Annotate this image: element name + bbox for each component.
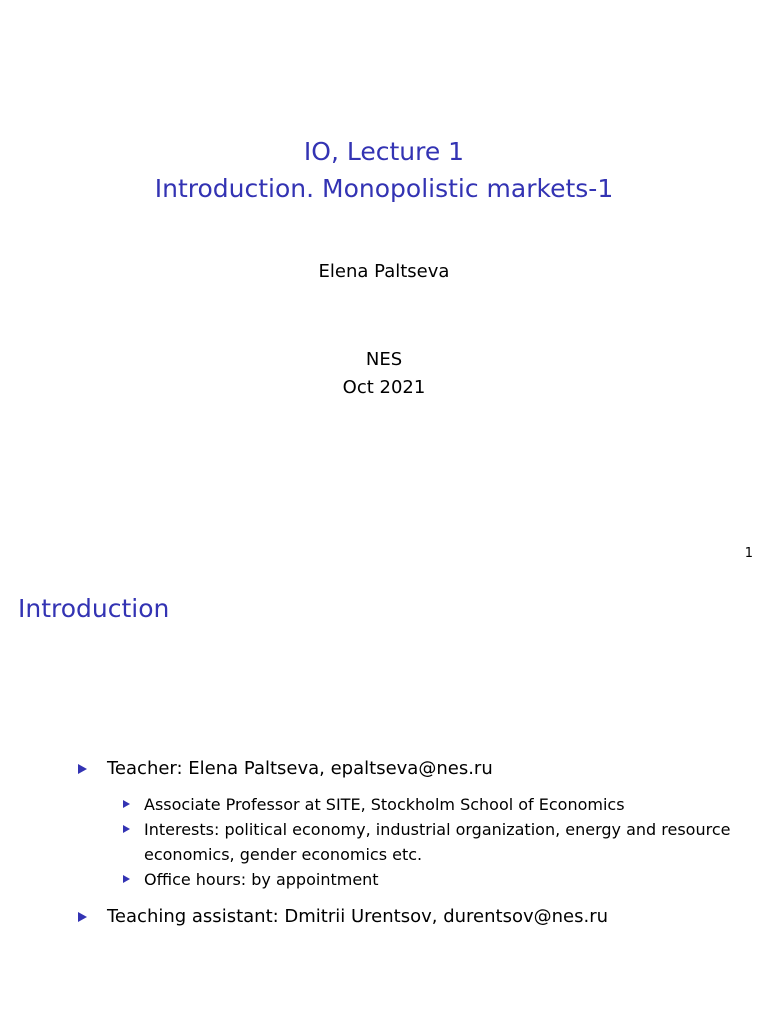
title-line-2: Introduction. Monopolistic markets-1 [154,174,614,203]
list-item-text: Teaching assistant: Dmitrii Urentsov, durentsov@nes.ru [107,906,609,927]
sub-bullet-list [107,792,738,892]
sub-list-item-text: Associate Professor at SITE, Stockholm School of Economics [144,795,625,814]
page-number: 1 [744,546,753,561]
author-name: Elena Paltseva [318,261,450,282]
triangle-bullet-icon [123,800,130,808]
sub-list-item-text: Interests: political economy, industrial organization, energy and resource economics, gender economics etc. [144,820,731,864]
frame-title: Introduction [18,594,170,623]
institute: NES [365,349,403,370]
triangle-bullet-icon [123,825,130,833]
sub-list-item [123,792,738,817]
date: Oct 2021 [342,377,426,398]
sub-list-item [123,867,738,892]
triangle-bullet-icon [78,764,87,774]
title-line-1: IO, Lecture 1 [303,137,465,166]
triangle-bullet-icon [123,875,130,883]
introduction-slide [0,576,768,1024]
sub-list-item [123,817,738,867]
list-item-text: Teacher: Elena Paltseva, epaltseva@nes.ru [107,758,493,779]
bullet-list [78,756,738,930]
sub-list-item-text: Office hours: by appointment [144,870,379,889]
list-item-teaching-assistant [78,904,738,930]
triangle-bullet-icon [78,912,87,922]
list-item-teacher [78,756,738,892]
presentation-title [0,133,768,207]
